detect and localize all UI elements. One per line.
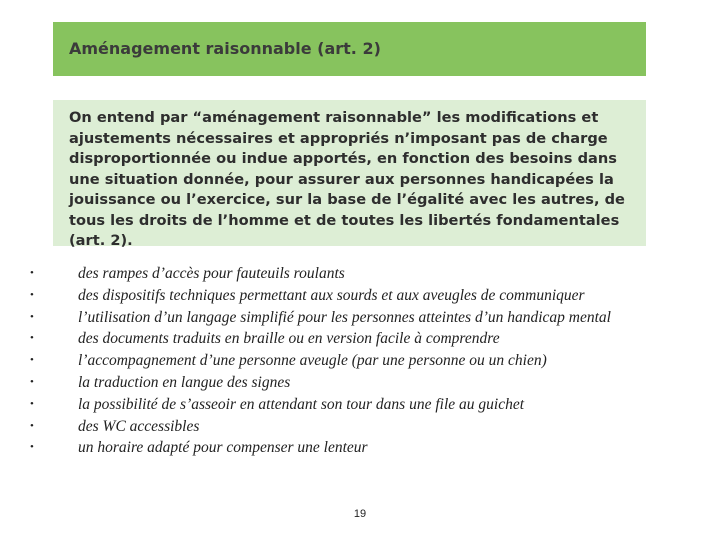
list-item-text: la possibilité de s’asseoir en attendant son tour dans une file au guichet xyxy=(78,395,525,413)
definition-panel xyxy=(53,22,646,249)
bullet-icon: • xyxy=(30,441,34,454)
panel-title: Aménagement raisonnable (art. 2) xyxy=(69,39,381,58)
bullet-icon: • xyxy=(30,310,34,323)
list-item-text: des documents traduits en braille ou en version facile à comprendre xyxy=(78,330,500,348)
list-item xyxy=(30,394,690,416)
bullet-icon: • xyxy=(30,397,34,410)
bullet-icon: • xyxy=(30,419,34,432)
bullet-icon: • xyxy=(30,375,34,388)
list-item-text: l’accompagnement d’une personne aveugle (par une personne ou un chien) xyxy=(78,352,547,370)
list-item-text: des rampes d’accès pour fauteuils roulants xyxy=(78,265,345,282)
list-item xyxy=(30,263,690,285)
list-item-text: des WC accessibles xyxy=(78,417,200,435)
accommodation-examples-list xyxy=(30,263,690,459)
definition-text: On entend par “aménagement raisonnable” les modifications et ajustements nécessaires et appropriés n’imposant pas de charge disproportionnée ou indue apportés, en fonction des besoins dans une situation donnée, pour assurer aux personnes handicapées la jouissance ou l’exercice, sur la base de l’égalité avec les autres, de tous les droits de l’homme et de toutes les libertés fondamentales (art. 2). xyxy=(69,109,625,249)
panel-spacer xyxy=(53,76,646,100)
page-number: 19 xyxy=(353,508,367,520)
list-item xyxy=(30,416,690,438)
list-item-text: la traduction en langue des signes xyxy=(78,373,291,391)
bullet-icon: • xyxy=(30,288,34,301)
list-item xyxy=(30,372,690,394)
bullet-icon: • xyxy=(30,267,34,279)
bullet-icon: • xyxy=(30,332,34,345)
list-item xyxy=(30,437,690,459)
list-item-text: des dispositifs techniques permettant aux sourds et aux aveugles de communiquer xyxy=(78,286,585,304)
panel-header xyxy=(53,22,646,76)
list-item xyxy=(30,328,690,350)
list-item xyxy=(30,307,690,329)
list-item-text: un horaire adapté pour compenser une lenteur xyxy=(78,439,368,457)
bullet-icon: • xyxy=(30,354,34,367)
list-item-text: l’utilisation d’un langage simplifié pour les personnes atteintes d’un handicap mental xyxy=(78,308,611,326)
list-item xyxy=(30,350,690,372)
list-item xyxy=(30,285,690,307)
